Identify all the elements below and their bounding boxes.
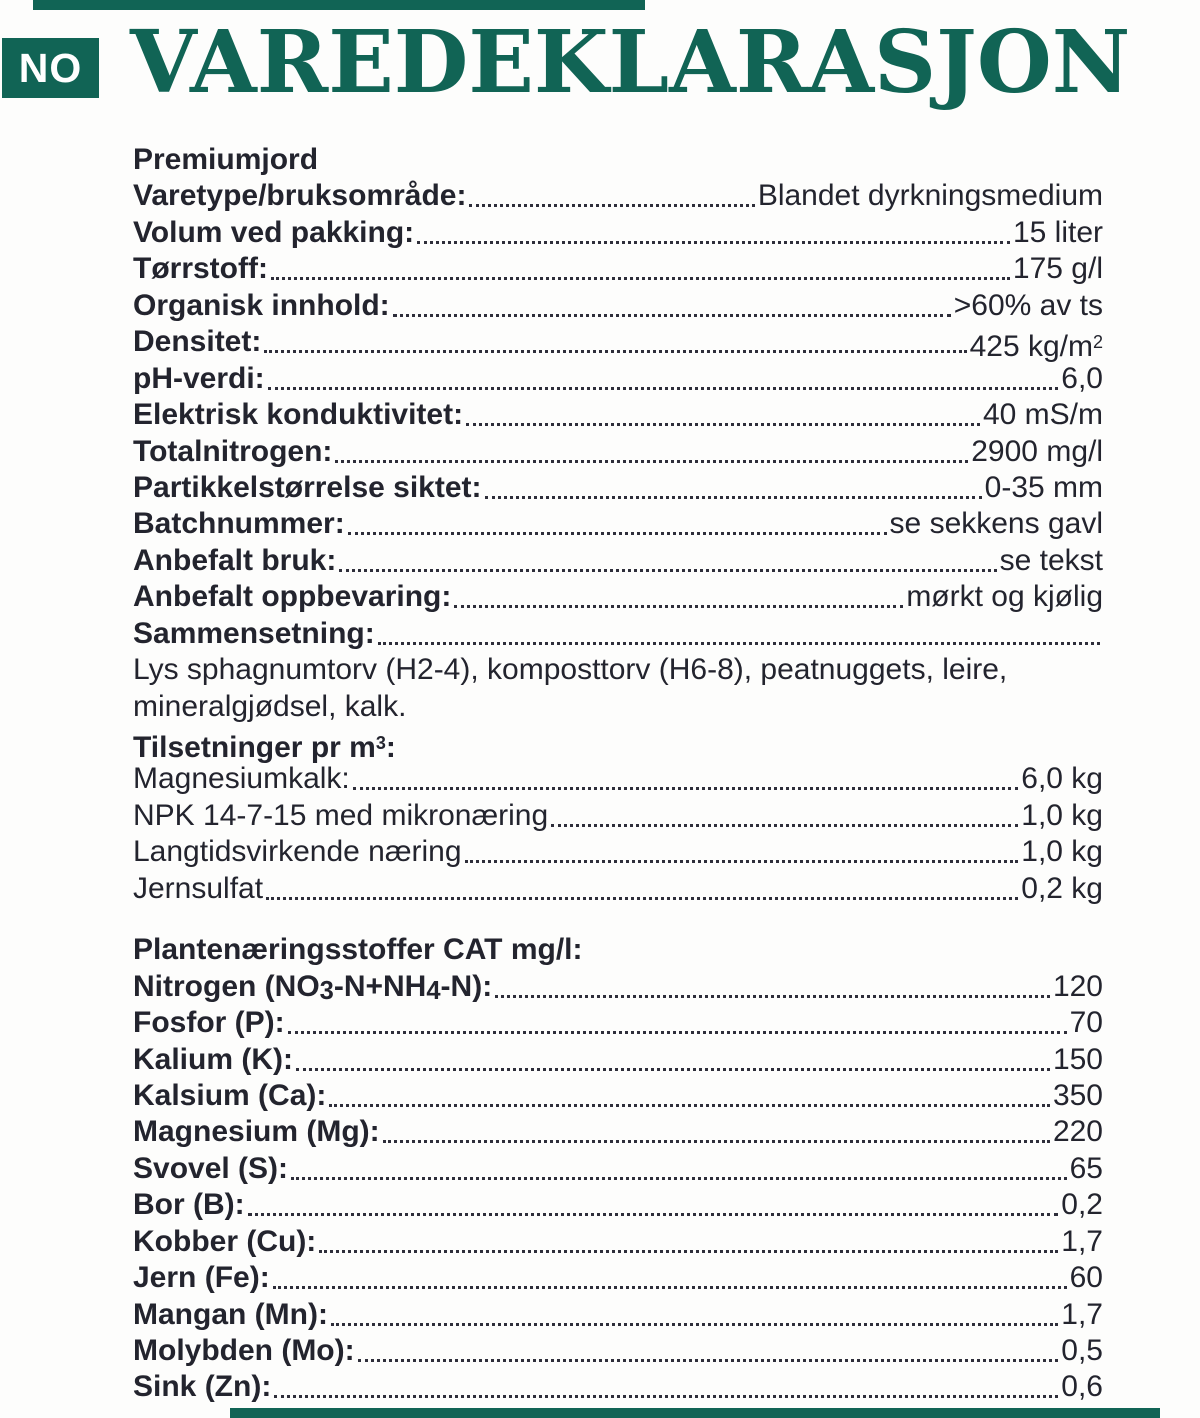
text-segment: Svovel (S): xyxy=(133,1151,289,1185)
row-label xyxy=(133,142,318,178)
leader-dots xyxy=(469,178,754,207)
declaration-row xyxy=(133,1078,1103,1114)
row-value xyxy=(1021,798,1103,834)
text-segment: Partikkelstørrelse siktet: xyxy=(133,470,482,504)
row-label xyxy=(133,506,345,542)
row-label xyxy=(133,1114,380,1150)
page-title: VAREDEKLARASJON xyxy=(130,12,1131,113)
text-segment: Nitrogen (NO xyxy=(133,969,320,1003)
language-badge xyxy=(2,38,99,98)
row-value xyxy=(906,579,1103,615)
leader-dots xyxy=(485,470,982,499)
text-segment: Lys sphagnumtorv (H2-4), komposttorv (H6-8), peatnuggets, leire, xyxy=(133,653,1008,687)
text-segment: 350 xyxy=(1052,1078,1103,1112)
leader-dots xyxy=(266,871,1018,900)
leader-dots xyxy=(329,1078,1050,1107)
declaration-row xyxy=(133,1369,1103,1405)
text-segment: Kalium (K): xyxy=(133,1042,293,1076)
row-value xyxy=(971,434,1103,470)
text-segment: -N): xyxy=(440,969,493,1003)
row-value xyxy=(758,178,1103,214)
row-label xyxy=(133,1224,316,1260)
declaration-row xyxy=(133,142,1103,178)
row-label xyxy=(133,689,406,725)
leader-dots xyxy=(264,324,966,353)
row-label xyxy=(133,288,390,324)
row-label xyxy=(133,1333,355,1369)
declaration-row xyxy=(133,434,1103,470)
declaration-row xyxy=(133,1151,1103,1187)
leader-dots xyxy=(339,543,996,572)
text-segment: 1,0 kg xyxy=(1021,798,1103,832)
leader-dots xyxy=(319,1224,1058,1253)
leader-dots xyxy=(331,1297,1058,1326)
declaration-row xyxy=(133,1114,1103,1150)
row-label xyxy=(133,434,332,470)
text-segment: 0,2 xyxy=(1061,1188,1103,1222)
declaration-row xyxy=(133,361,1103,397)
text-segment: 70 xyxy=(1069,1006,1103,1040)
subscript-text: 4 xyxy=(426,976,441,1005)
declaration-row xyxy=(133,470,1103,506)
text-segment: Fosfor (P): xyxy=(133,1006,285,1040)
row-value xyxy=(1053,969,1103,1005)
text-segment: Totalnitrogen: xyxy=(133,434,333,468)
row-value xyxy=(1021,871,1103,907)
leader-dots xyxy=(378,616,1100,645)
row-label xyxy=(133,969,492,1010)
text-segment: se sekkens gavl xyxy=(889,507,1103,541)
text-segment: Jern (Fe): xyxy=(133,1261,270,1295)
text-segment: Molybden (Mo): xyxy=(133,1334,355,1367)
leader-dots xyxy=(273,1260,1067,1289)
text-segment: Blandet dyrkningsmedium xyxy=(757,179,1103,213)
declaration-row xyxy=(133,543,1103,579)
text-segment: Kobber (Cu): xyxy=(133,1224,317,1258)
declaration-row xyxy=(133,871,1103,907)
row-value xyxy=(1013,251,1103,287)
text-segment: Elektrisk konduktivitet: xyxy=(133,398,464,432)
row-value xyxy=(1070,1260,1103,1296)
row-value xyxy=(1021,761,1103,797)
row-label xyxy=(133,932,582,968)
declaration-row xyxy=(133,579,1103,615)
text-segment: Bor (B): xyxy=(133,1188,245,1222)
subscript-text: 3 xyxy=(319,976,334,1005)
text-segment: 0,6 xyxy=(1061,1370,1103,1404)
bottom-edge-bar xyxy=(230,1408,1160,1418)
leader-dots xyxy=(358,1333,1059,1362)
leader-dots xyxy=(268,361,1059,390)
text-segment: 1,0 kg xyxy=(1021,835,1103,869)
text-segment: 0,5 xyxy=(1061,1334,1103,1367)
leader-dots xyxy=(466,397,980,426)
declaration-row xyxy=(133,969,1103,1005)
leader-dots xyxy=(274,1369,1058,1398)
row-value xyxy=(1000,543,1103,579)
row-value xyxy=(1021,834,1103,870)
text-segment: -N+NH xyxy=(333,969,427,1003)
text-segment: se tekst xyxy=(999,543,1103,577)
row-value xyxy=(985,470,1103,506)
text-segment: 175 g/l xyxy=(1012,252,1103,286)
leader-dots xyxy=(248,1187,1059,1216)
declaration-row xyxy=(133,652,1103,688)
row-value xyxy=(1061,1224,1103,1260)
declaration-row xyxy=(133,1297,1103,1333)
text-segment: 220 xyxy=(1052,1115,1103,1149)
row-label xyxy=(133,579,451,615)
text-segment: Volum ved pakking: xyxy=(133,215,415,249)
row-label xyxy=(133,652,1007,688)
language-badge-label: NO xyxy=(18,44,83,91)
declaration-row xyxy=(133,506,1103,542)
text-segment: 6,0 xyxy=(1061,361,1103,395)
row-label xyxy=(133,1369,271,1405)
text-segment: 1,7 xyxy=(1061,1297,1103,1331)
row-value xyxy=(970,324,1103,366)
declaration-row xyxy=(133,1260,1103,1296)
declaration-row xyxy=(133,761,1103,797)
row-label xyxy=(133,324,261,360)
declaration-row xyxy=(133,725,1103,765)
text-segment: 120 xyxy=(1052,969,1103,1003)
text-segment: 425 kg/m xyxy=(969,330,1093,364)
row-label xyxy=(133,543,336,579)
row-label xyxy=(133,178,466,214)
text-segment: pH-verdi: xyxy=(133,361,265,395)
text-segment: Mangan (Mn): xyxy=(133,1297,328,1331)
leader-dots xyxy=(393,288,951,317)
text-segment: Jernsulfat xyxy=(133,871,264,905)
row-value xyxy=(1061,1333,1103,1369)
leader-dots xyxy=(291,1151,1067,1180)
row-label xyxy=(133,871,263,907)
leader-dots xyxy=(288,1005,1067,1034)
row-value xyxy=(983,397,1103,433)
text-segment: Sammensetning: xyxy=(133,616,375,650)
top-edge-bar xyxy=(33,0,645,10)
row-value xyxy=(890,506,1103,542)
declaration-row xyxy=(133,215,1103,251)
text-segment: Batchnummer: xyxy=(133,507,345,541)
row-label xyxy=(133,761,350,797)
text-segment: 0,2 kg xyxy=(1021,871,1103,905)
row-value xyxy=(1053,1078,1103,1114)
text-segment: 6,0 kg xyxy=(1021,762,1103,796)
row-label xyxy=(133,798,548,834)
leader-dots xyxy=(348,506,887,535)
declaration-row xyxy=(133,932,1103,968)
text-segment: Premiumjord xyxy=(133,143,319,176)
row-label xyxy=(133,251,268,287)
row-value xyxy=(1061,361,1103,397)
row-value xyxy=(1061,1187,1103,1223)
text-segment: Anbefalt bruk: xyxy=(133,543,337,577)
text-segment: Densitet: xyxy=(133,325,262,359)
leader-dots xyxy=(454,579,903,608)
text-segment: 0-35 mm xyxy=(984,470,1103,504)
row-label xyxy=(133,361,265,397)
leader-dots xyxy=(335,434,968,463)
row-label xyxy=(133,725,396,767)
row-label xyxy=(133,470,482,506)
text-segment: Varetype/bruksområde: xyxy=(133,179,467,213)
leader-dots xyxy=(417,215,1010,244)
row-value xyxy=(1070,1005,1103,1041)
declaration-row xyxy=(133,689,1103,725)
declaration-row xyxy=(133,1042,1103,1078)
declaration-row xyxy=(133,324,1103,364)
row-label xyxy=(133,1151,288,1187)
row-label xyxy=(133,1187,245,1223)
declaration-row xyxy=(133,834,1103,870)
text-segment: >60% av ts xyxy=(953,288,1103,322)
row-label xyxy=(133,1042,293,1078)
text-segment: Langtidsvirkende næring xyxy=(133,835,462,869)
declaration-row xyxy=(133,178,1103,214)
row-value xyxy=(1061,1297,1103,1333)
text-segment: Organisk innhold: xyxy=(133,288,390,322)
leader-dots xyxy=(551,798,1018,827)
declaration-row xyxy=(133,251,1103,287)
leader-dots xyxy=(271,251,1010,280)
text-segment: 15 liter xyxy=(1012,215,1103,249)
row-value xyxy=(1053,1042,1103,1078)
text-segment: 1,7 xyxy=(1061,1224,1103,1258)
text-segment: Anbefalt oppbevaring: xyxy=(133,580,452,614)
declaration-row xyxy=(133,1187,1103,1223)
text-segment: Plantenæringsstoffer CAT mg/l: xyxy=(133,933,583,967)
text-segment: Tørrstoff: xyxy=(133,252,268,286)
row-label xyxy=(133,616,375,652)
text-segment: Kalsium (Ca): xyxy=(133,1078,327,1112)
text-segment: mineralgjødsel, kalk. xyxy=(133,689,407,723)
row-label xyxy=(133,834,462,870)
row-label xyxy=(133,215,414,251)
declaration-list xyxy=(133,142,1103,1406)
declaration-row xyxy=(133,798,1103,834)
text-segment: Tilsetninger pr m xyxy=(133,731,376,765)
row-value xyxy=(1070,1151,1103,1187)
row-label xyxy=(133,1297,328,1333)
superscript-text: 3 xyxy=(375,733,386,753)
text-segment: Magnesiumkalk: xyxy=(133,762,350,796)
leader-dots xyxy=(465,834,1019,863)
declaration-row xyxy=(133,616,1103,652)
text-segment: Magnesium (Mg): xyxy=(133,1115,380,1149)
text-segment: 60 xyxy=(1069,1261,1103,1295)
leader-dots xyxy=(495,969,1050,998)
declaration-row xyxy=(133,1333,1103,1369)
superscript-text: 2 xyxy=(1092,332,1103,353)
text-segment: Sink (Zn): xyxy=(133,1370,272,1404)
declaration-row xyxy=(133,397,1103,433)
row-value xyxy=(1061,1369,1103,1405)
row-value xyxy=(954,288,1103,324)
row-label xyxy=(133,397,463,433)
leader-dots xyxy=(383,1114,1050,1143)
row-label xyxy=(133,1078,326,1114)
leader-dots xyxy=(353,761,1019,790)
text-segment: : xyxy=(385,731,396,765)
text-segment: NPK 14-7-15 med mikronæring xyxy=(133,798,549,832)
text-segment: 40 mS/m xyxy=(982,398,1103,432)
row-label xyxy=(133,1260,270,1296)
text-segment: 150 xyxy=(1052,1042,1103,1076)
declaration-row xyxy=(133,1224,1103,1260)
text-segment: 2900 mg/l xyxy=(971,434,1103,468)
row-value xyxy=(1013,215,1103,251)
text-segment: mørkt og kjølig xyxy=(906,580,1103,614)
leader-dots xyxy=(296,1042,1050,1071)
row-label xyxy=(133,1005,285,1041)
declaration-row xyxy=(133,1005,1103,1041)
text-segment: 65 xyxy=(1069,1151,1103,1185)
row-value xyxy=(1053,1114,1103,1150)
declaration-row xyxy=(133,288,1103,324)
